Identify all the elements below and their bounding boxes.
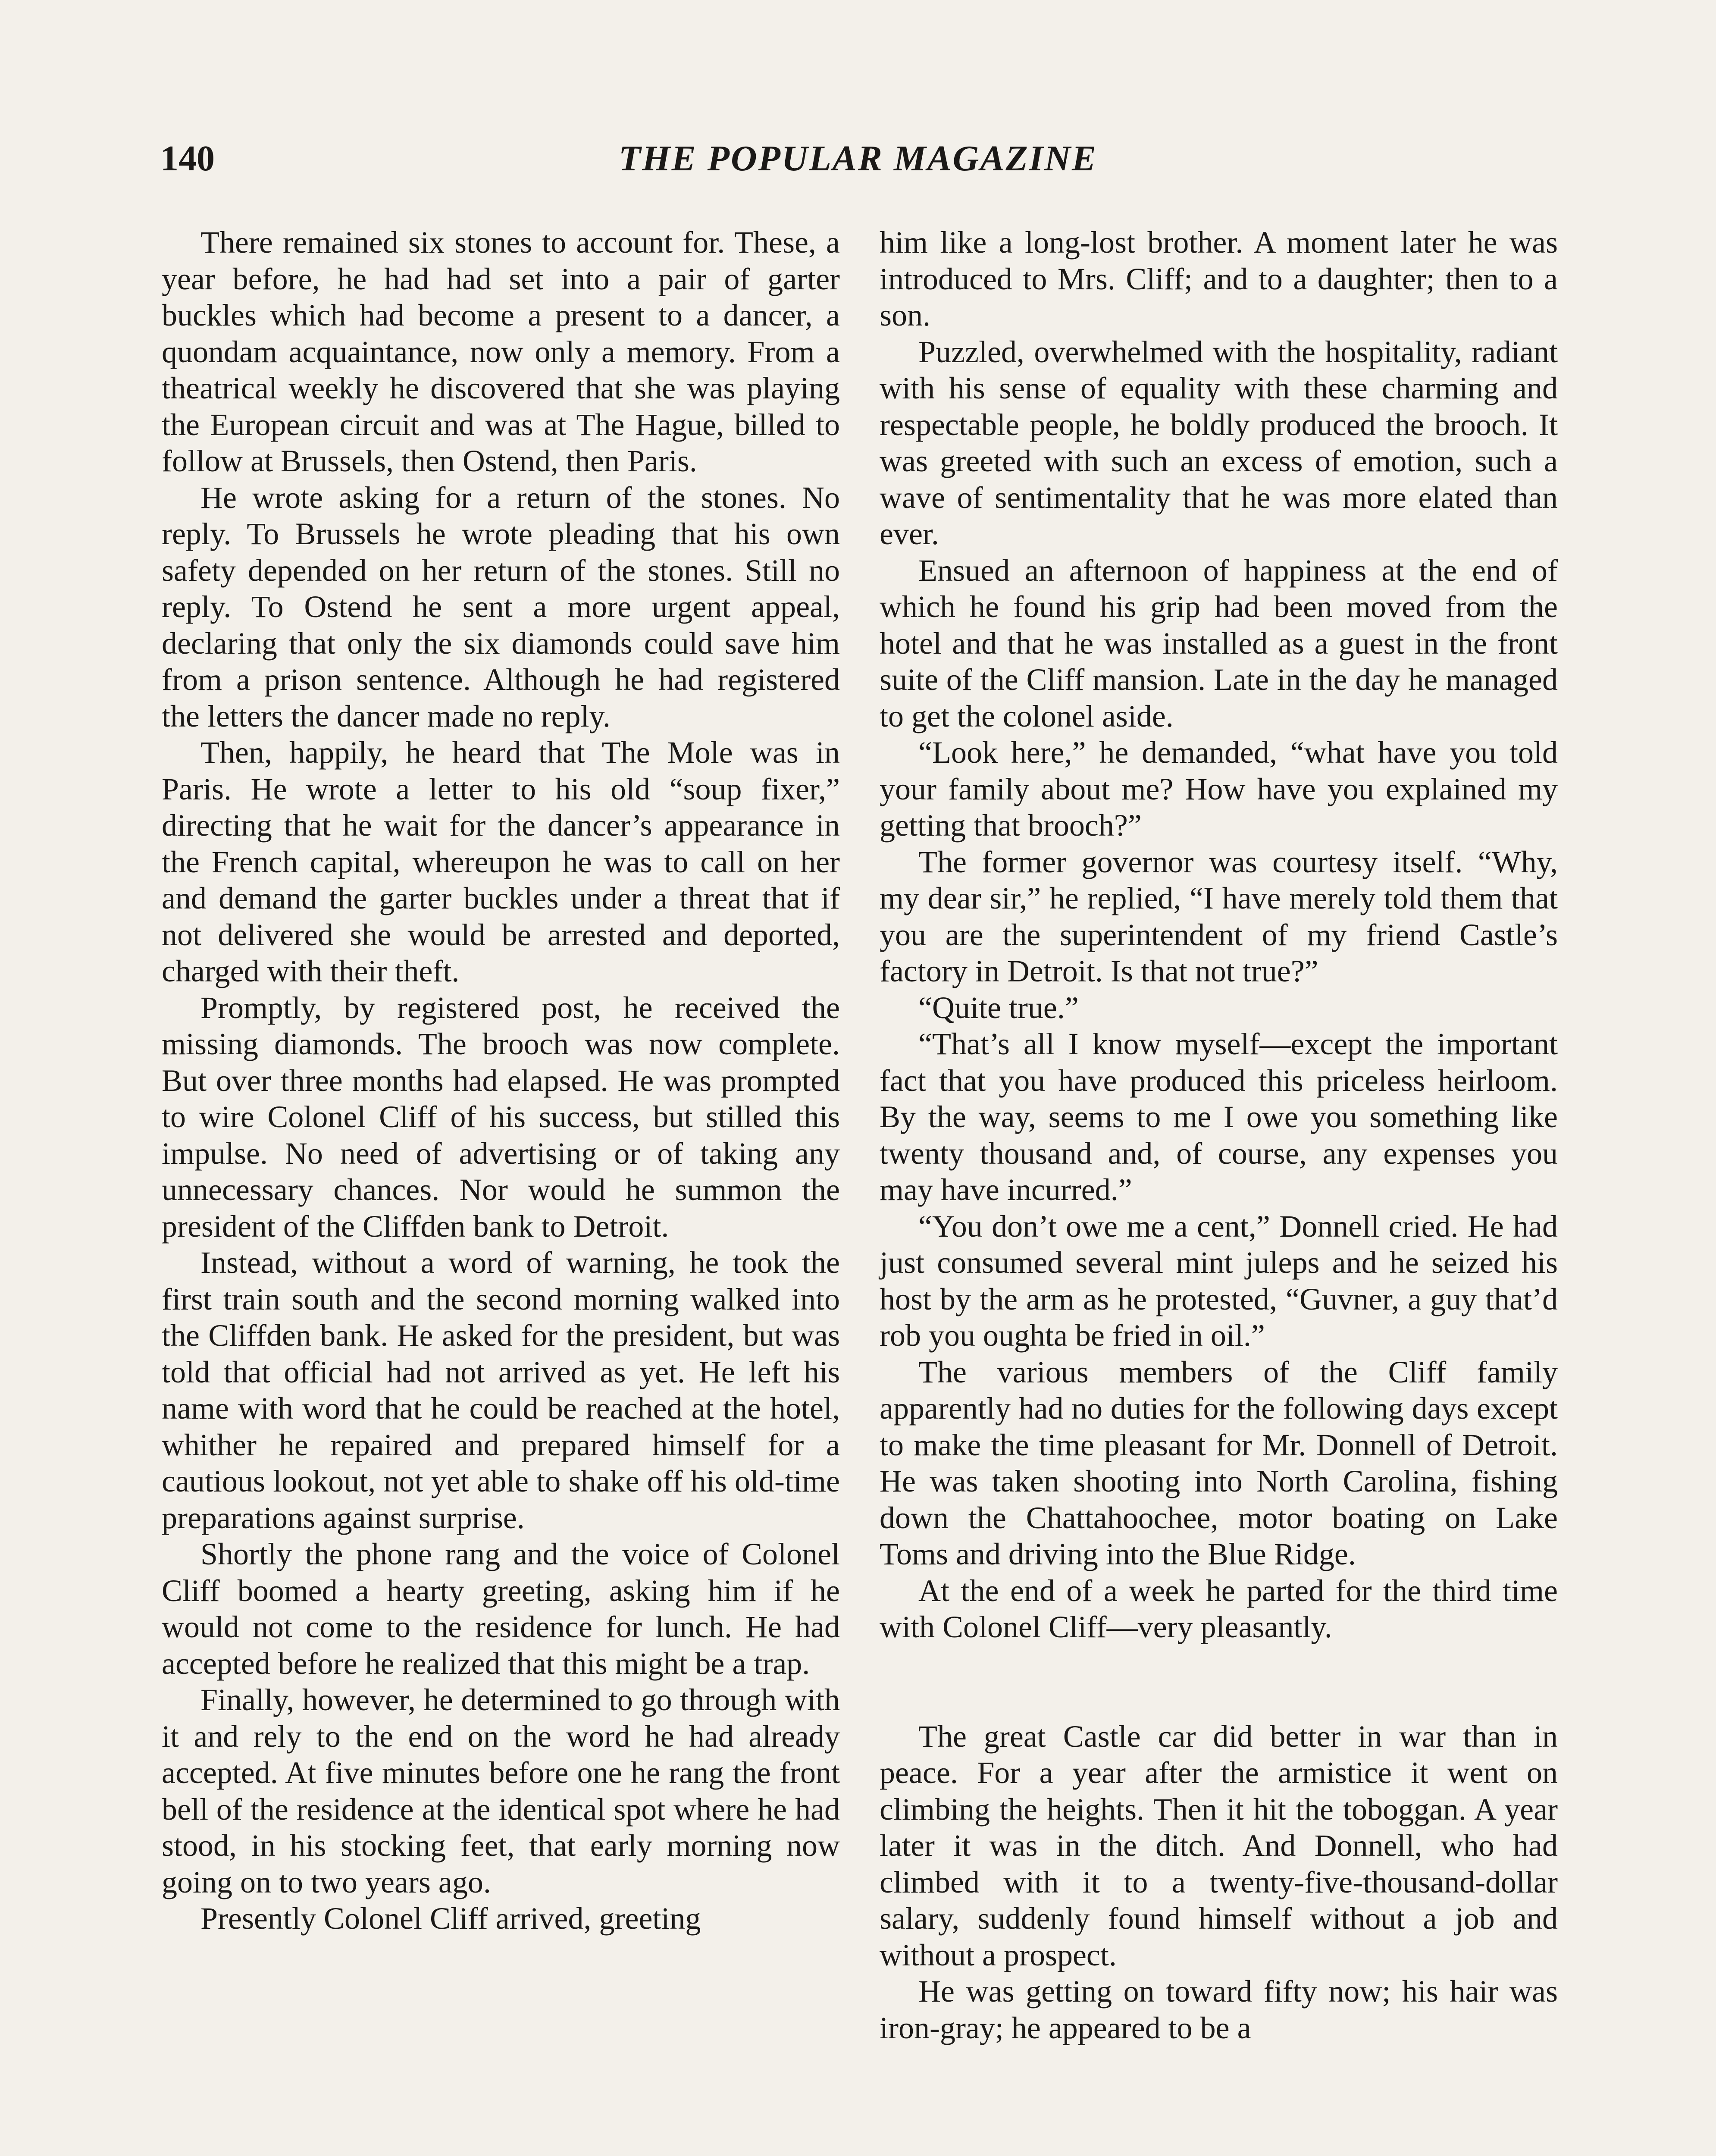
paragraph: “Look here,” he demanded, “what have you told your family about me? How have you explained my getting that brooch?” <box>880 735 1558 843</box>
paragraph: “Quite true.” <box>918 990 1079 1025</box>
paragraph: At the end of a week he parted for the third time with Colonel Cliff—very pleasantly. <box>880 1573 1558 1644</box>
paragraph: Ensued an afternoon of happiness at the end of which he found his grip had been moved from the hotel and that he was installed as a guest in the front suite of the Cliff mansion. Late in the day he managed to get the colonel aside. <box>880 553 1558 733</box>
paragraph: Promptly, by registered post, he received the missing diamonds. The brooch was now complete. But over three months had elapsed. He was prompted to wire Colonel Cliff of his success, but stilled this impulse. No need of advertising or of taking any unnecessary chances. Nor would he summon the president of the Cliffden bank to Detroit. <box>162 990 840 1244</box>
paragraph: Instead, without a word of warning, he took the first train south and the second morning walked into the Cliffden bank. He asked for the president, but was told that official had not arrived as yet. He left his name with word that he could be reached at the hotel, whither he repaired and prepared himself for a cautious lookout, not yet able to shake off his old-time preparations against surprise. <box>162 1245 840 1535</box>
paragraph: “That’s all I know myself—except the important fact that you have produced this priceless heirloom. By the way, seems to me I owe you something like twenty thousand and, of course, any expenses you may have incurred.” <box>880 1027 1558 1207</box>
paragraph: him like a long-lost brother. A moment later he was introduced to Mrs. Cliff; and to a daughter; then to a son. <box>880 225 1558 332</box>
paragraph: He wrote asking for a return of the stones. No reply. To Brussels he wrote pleading that his own safety depended on her return of the stones. Still no reply. To Ostend he sent a more urgent appeal, declaring that only the six diamonds could save him from a prison sentence. Although he had registered the letters the dancer made no reply. <box>162 480 840 733</box>
paragraph: Puzzled, overwhelmed with the hospitality, radiant with his sense of equality with these charming and respectable people, he boldly produced the brooch. It was greeted with such an excess of emotion, such a wave of sentimentality that he was more elated than ever. <box>880 334 1558 551</box>
left-column <box>162 224 840 1937</box>
paragraph: Presently Colonel Cliff arrived, greeting <box>200 1901 701 1936</box>
right-column <box>880 224 1558 2046</box>
paragraph: The various members of the Cliff family apparently had no duties for the following days except to make the time pleasant for Mr. Donnell of Detroit. He was taken shooting into North Carolina, fishing down the Chattahoochee, motor boating on Lake Toms and driving into the Blue Ridge. <box>880 1354 1558 1571</box>
paragraph: There remained six stones to account for. These, a year before, he had had set into a pair of garter buckles which had become a present to a dancer, a quondam acquaintance, now only a memory. From a theatrical weekly he discovered that she was playing the European circuit and was at The Hague, billed to follow at Brussels, then Ostend, then Paris. <box>162 225 840 478</box>
paragraph: The former governor was courtesy itself. “Why, my dear sir,” he replied, “I have merely told them that you are the superintendent of my friend Castle’s factory in Detroit. Is that not true?” <box>880 844 1558 988</box>
paragraph: “You don’t owe me a cent,” Donnell cried. He had just consumed several mint juleps and he seized his host by the arm as he protested, “Guvner, a guy that’d rob you oughta be fried in oil.” <box>880 1209 1558 1353</box>
running-head: THE POPULAR MAGAZINE <box>618 138 1098 179</box>
paragraph: He was getting on toward fifty now; his hair was iron-gray; he appeared to be a <box>880 1974 1558 2045</box>
paragraph: Then, happily, he heard that The Mole was in Paris. He wrote a letter to his old “soup fixer,” directing that he wait for the dancer’s appearance in the French capital, whereupon he was to call on her and demand the garter buckles under a threat that if not delivered she would be arrested and deported, charged with their theft. <box>162 735 840 988</box>
page-number: 140 <box>160 138 215 179</box>
paragraph: Finally, however, he determined to go through with it and rely to the end on the word he had already accepted. At five minutes before one he rang the front bell of the residence at the identical spot where he had stood, in his stocking feet, that early morning now going on to two years ago. <box>162 1683 840 1899</box>
paragraph: The great Castle car did better in war than in peace. For a year after the armistice it went on climbing the heights. Then it hit the toboggan. A year later it was in the ditch. And Donnell, who had climbed with it to a twenty-five-thousand-dollar salary, suddenly found himself without a job and without a prospect. <box>880 1719 1558 1972</box>
paragraph: Shortly the phone rang and the voice of Colonel Cliff boomed a hearty greeting, asking him if he would not come to the residence for lunch. He had accepted before he realized that this might be a trap. <box>162 1537 840 1681</box>
